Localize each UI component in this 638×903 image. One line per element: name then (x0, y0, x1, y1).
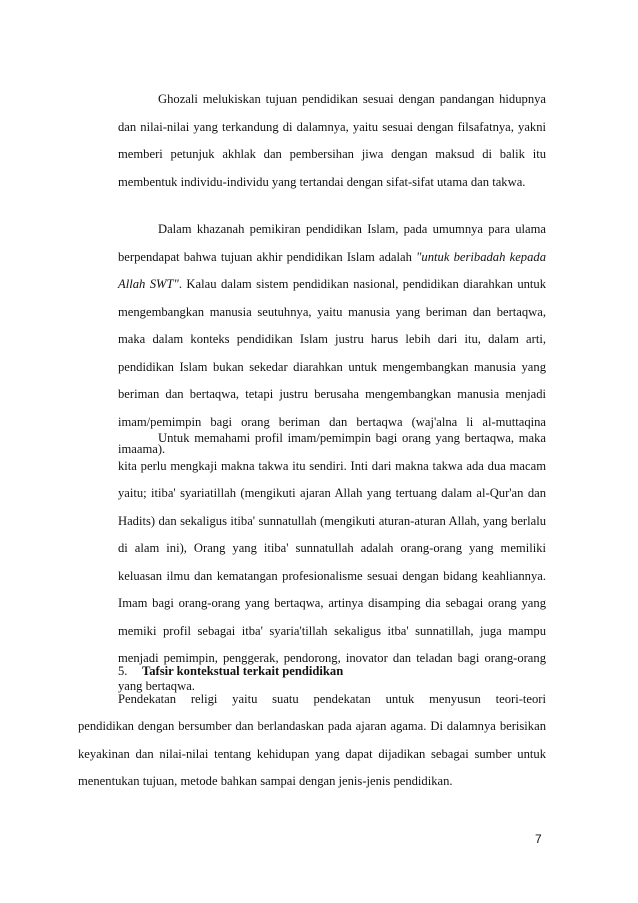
section-number: 5. (118, 664, 128, 678)
section-heading (118, 664, 546, 679)
paragraph-pendekatan-religi-first (118, 686, 546, 714)
paragraph-pendekatan-religi-rest (78, 713, 546, 796)
paragraph-text: pendidikan dengan bersumber dan berlandaskan pada ajaran agama. Di dalamnya berisikan keyakinan dan nilai-nilai tentang kehidupan yang dapat dijadikan sebagai sumber untuk menentukan tujuan, metode bahkan sampai dengan jenis-jenis pendidikan. (78, 719, 546, 788)
paragraph-profil-imam (118, 425, 546, 700)
section-title: Tafsir kontekstual terkait pendidikan (142, 664, 344, 678)
paragraph-ghozali (118, 86, 546, 196)
paragraph-first-line: Pendekatan religi yaitu suatu pendekatan untuk menyusun teori-teori (118, 692, 546, 706)
paragraph-text-part: Dalam khazanah pemikiran pendidikan Islam, pada umumnya para ulama berpendapat bahwa tujuan akhir pendidikan Islam adalah (118, 222, 546, 264)
page-number: 7 (535, 832, 542, 846)
italic-quote: "untuk beribadah kepada Allah SWT" (118, 249, 546, 291)
paragraph-text: Untuk memahami profil imam/pemimpin bagi orang yang bertaqwa, maka kita perlu mengkaji makna takwa itu sendiri. Inti dari makna takwa ada dua macam yaitu; itiba' syariatillah (mengikuti ajaran Allah yang tertuang dalam al-Qur'an dan Hadits) dan sekaligus itiba' sunnatullah (mengikuti aturan-aturan Allah, yang berlalu di alam ini), Orang yang itiba' sunnatullah adalah orang-orang yang memiliki keluasan ilmu dan kematangan profesionalisme sesuai dengan bidang keahliannya. Imam bagi orang-orang yang bertaqwa, artinya disamping dia sebagai orang yang memiki profil sebagai itba' syaria'tillah sekaligus itba' sunnatillah, juga mampu menjadi pemimpin, penggerak, pendorong, inovator dan teladan bagi orang-orang yang bertaqwa. (118, 431, 546, 693)
paragraph-text-part: . Kalau dalam sistem pendidikan nasional, pendidikan diarahkan untuk mengembangkan manusia seutuhnya, yaitu manusia yang beriman dan bertaqwa, maka dalam konteks pendidikan Islam justru harus lebih dari itu, dalam arti, pendidikan Islam bukan sekedar diarahkan untuk mengembangkan manusia yang beriman dan bertaqwa, tetapi justru berusaha mengembangkan manusia menjadi imam/pemimpin bagi orang beriman dan bertaqwa (waj'alna li al-muttaqina imaama). (118, 277, 547, 456)
paragraph-text: Ghozali melukiskan tujuan pendidikan sesuai dengan pandangan hidupnya dan nilai-nilai yang terkandung di dalamnya, yaitu sesuai dengan filsafatnya, yakni memberi petunjuk akhlak dan pembersihan jiwa dengan maksud di balik itu membentuk individu-individu yang tertandai dengan sifat-sifat utama dan takwa. (118, 92, 546, 189)
